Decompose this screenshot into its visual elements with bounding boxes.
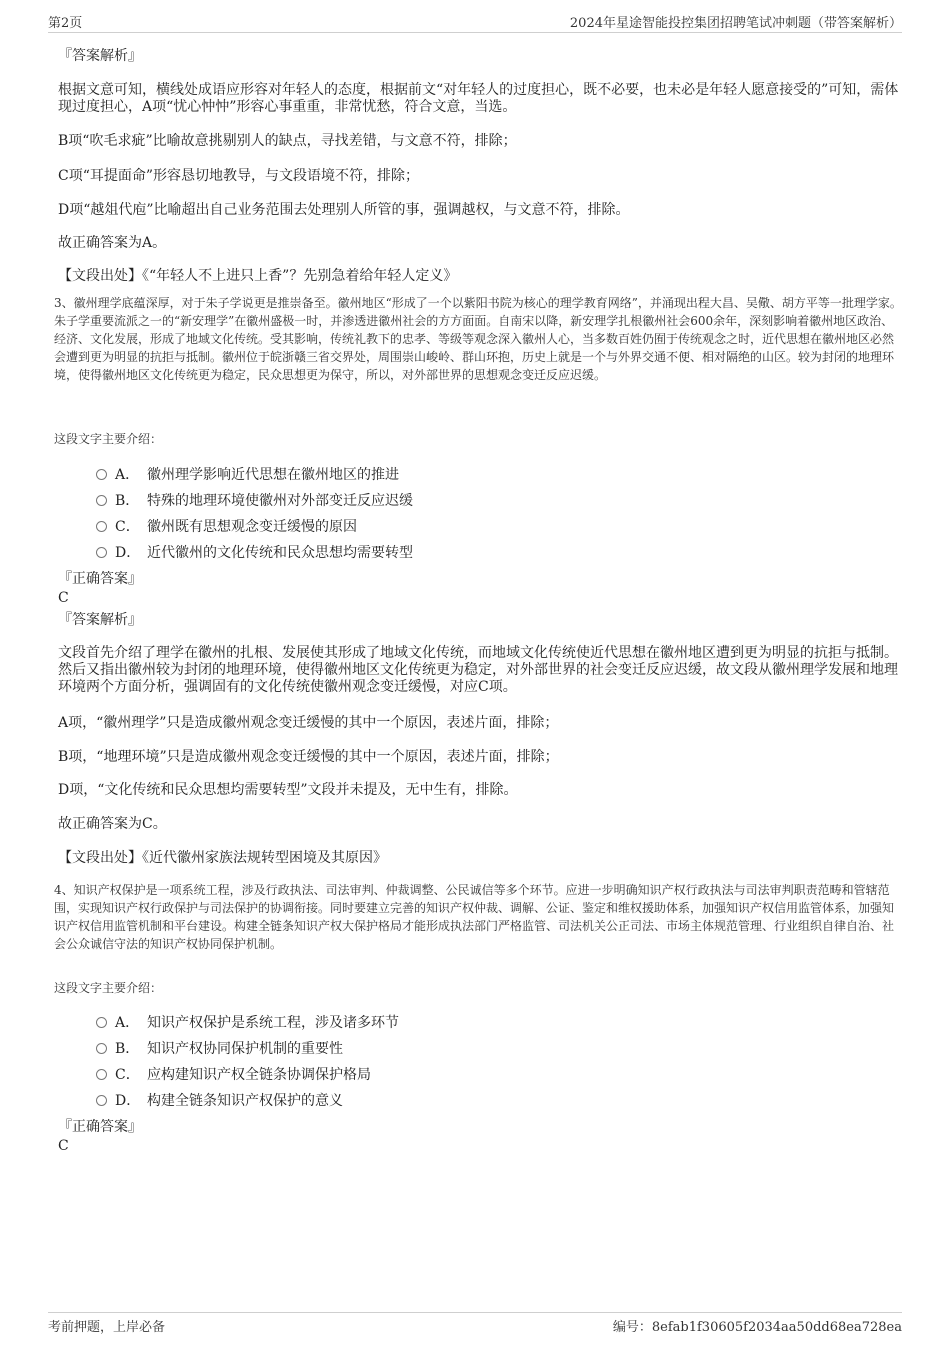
- q4-answer: C: [58, 1138, 69, 1154]
- radio-icon[interactable]: [96, 469, 107, 480]
- q3-answer-label: 『正确答案』: [58, 571, 142, 587]
- q3-analysis-p2: A项，“徽州理学”只是造成徽州观念变迁缓慢的其中一个原因，表述片面，排除；: [58, 715, 559, 731]
- q2-answer-line: 故正确答案为A。: [58, 235, 167, 251]
- document-title: 2024年星途智能投控集团招聘笔试冲刺题（带答案解析）: [569, 16, 902, 31]
- q4-option-b[interactable]: B． 知识产权协同保护机制的重要性: [96, 1036, 902, 1062]
- q3-analysis-p3: B项，“地理环境”只是造成徽州观念变迁缓慢的其中一个原因，表述片面，排除；: [58, 749, 559, 765]
- page-number: 第2页: [48, 16, 83, 31]
- radio-icon[interactable]: [96, 547, 107, 558]
- q3-stem: 3、徽州理学底蕴深厚，对于朱子学说更是推崇备至。徽州地区“形成了一个以紫阳书院为核心的理学教育网络”，并涌现出程大昌、吴儆、胡方平等一批理学家。朱子学重要流派之一的“新安理学”在徽州盛极一时，并渗透进徽州社会的方方面面。自南宋以降，新安理学扎根徽州社会600余年，深刻影响着徽州地区政治、经济、文化发展，形成了地域文化传统。受其影响，传统礼教下的忠孝、等级等观念深入徽州人心，当多数百姓仍囿于传统观念之时，近代思想在徽州地区必然会遭到更为明显的抗拒与抵制。徽州位于皖浙赣三省交界处，周围崇山峻岭、群山环抱，历史上就是一个与外界交通不便、相对隔绝的山区。较为封闭的地理环境，使得徽州地区文化传统更为稳定，民众思想更为保守，所以，对外部世界的思想观念变迁反应迟缓。: [54, 296, 902, 382]
- q4-option-d[interactable]: D． 构建全链条知识产权保护的意义: [96, 1088, 902, 1114]
- q3-option-c[interactable]: C． 徽州既有思想观念变迁缓慢的原因: [96, 514, 902, 540]
- q4-stem: 4、知识产权保护是一项系统工程，涉及行政执法、司法审判、仲裁调整、公民诚信等多个环节。应进一步明确知识产权行政执法与司法审判职责范畴和管辖范围，实现知识产权行政保护与司法保护的协调衔接。同时要建立完善的知识产权仲裁、调解、公证、鉴定和维权援助体系，加强知识产权信用监管体系，加强知识产权信用监管机制和平台建设。构建全链条知识产权大保护格局才能形成执法部门严格监管、司法机关公正司法、市场主体规范管理、行业组织自律自治、社会公众诚信守法的知识产权协同保护机制。: [54, 883, 895, 951]
- q2-analysis-label: 『答案解析』: [58, 48, 142, 64]
- page-footer: [48, 1312, 902, 1335]
- q3-option-a[interactable]: A． 徽州理学影响近代思想在徽州地区的推进: [96, 462, 902, 488]
- q3-source: 【文段出处】《近代徽州家族法规转型困境及其原因》: [58, 850, 387, 866]
- radio-icon[interactable]: [96, 1017, 107, 1028]
- q3-analysis-p4: D项，“文化传统和民众思想均需要转型”文段并未提及，无中生有，排除。: [58, 782, 518, 798]
- radio-icon[interactable]: [96, 521, 107, 532]
- q3-analysis-label: 『答案解析』: [58, 612, 142, 628]
- q3-answer-line: 故正确答案为C。: [58, 816, 167, 832]
- radio-icon[interactable]: [96, 1095, 107, 1106]
- q3-option-d[interactable]: D． 近代徽州的文化传统和民众思想均需要转型: [96, 540, 902, 566]
- radio-icon[interactable]: [96, 1069, 107, 1080]
- q4-option-c[interactable]: C． 应构建知识产权全链条协调保护格局: [96, 1062, 902, 1088]
- q2-analysis-p1: 根据文意可知，横线处成语应形容对年轻人的态度，根据前文“对年轻人的过度担心，既不必要，也未必是年轻人愿意接受的”可知，需体现过度担心，A项“忧心忡忡”形容心事重重，非常忧愁，符合文意，当选。: [58, 82, 899, 115]
- q4-option-a[interactable]: A． 知识产权保护是系统工程，涉及诸多环节: [96, 1010, 902, 1036]
- q3-option-b[interactable]: B． 特殊的地理环境使徽州对外部变迁反应迟缓: [96, 488, 902, 514]
- q3-prompt: 这段文字主要介绍：: [54, 432, 163, 446]
- document-id: 编号：8efab1f30605f2034aa50dd68ea728ea: [612, 1320, 902, 1335]
- radio-icon[interactable]: [96, 1043, 107, 1054]
- q4-prompt: 这段文字主要介绍：: [54, 981, 163, 995]
- footer-slogan: 考前押题，上岸必备: [48, 1320, 166, 1335]
- q4-answer-label: 『正确答案』: [58, 1119, 142, 1135]
- q2-analysis-p3: C项“耳提面命”形容恳切地教导，与文段语境不符，排除；: [58, 168, 420, 184]
- q2-analysis-p2: B项“吹毛求疵”比喻故意挑剔别人的缺点，寻找差错，与文意不符，排除；: [58, 133, 517, 149]
- q2-analysis-p4: D项“越俎代庖”比喻超出自己业务范围去处理别人所管的事，强调越权，与文意不符，排除。: [58, 202, 630, 218]
- q2-source: 【文段出处】《“年轻人不上进只上香”？先别急着给年轻人定义》: [58, 268, 458, 284]
- page-header: [48, 12, 902, 33]
- q3-analysis-p1: 文段首先介绍了理学在徽州的扎根、发展使其形成了地域文化传统，而地域文化传统使近代思想在徽州地区遭到更为明显的抗拒与抵制。然后又指出徽州较为封闭的地理环境，使得徽州地区文化传统更为稳定，对外部世界的社会变迁反应迟缓，故文段从徽州理学发展和地理环境两个方面分析，强调固有的文化传统使徽州观念变迁缓慢，对应C项。: [58, 645, 898, 695]
- radio-icon[interactable]: [96, 495, 107, 506]
- q3-answer: C: [58, 590, 69, 606]
